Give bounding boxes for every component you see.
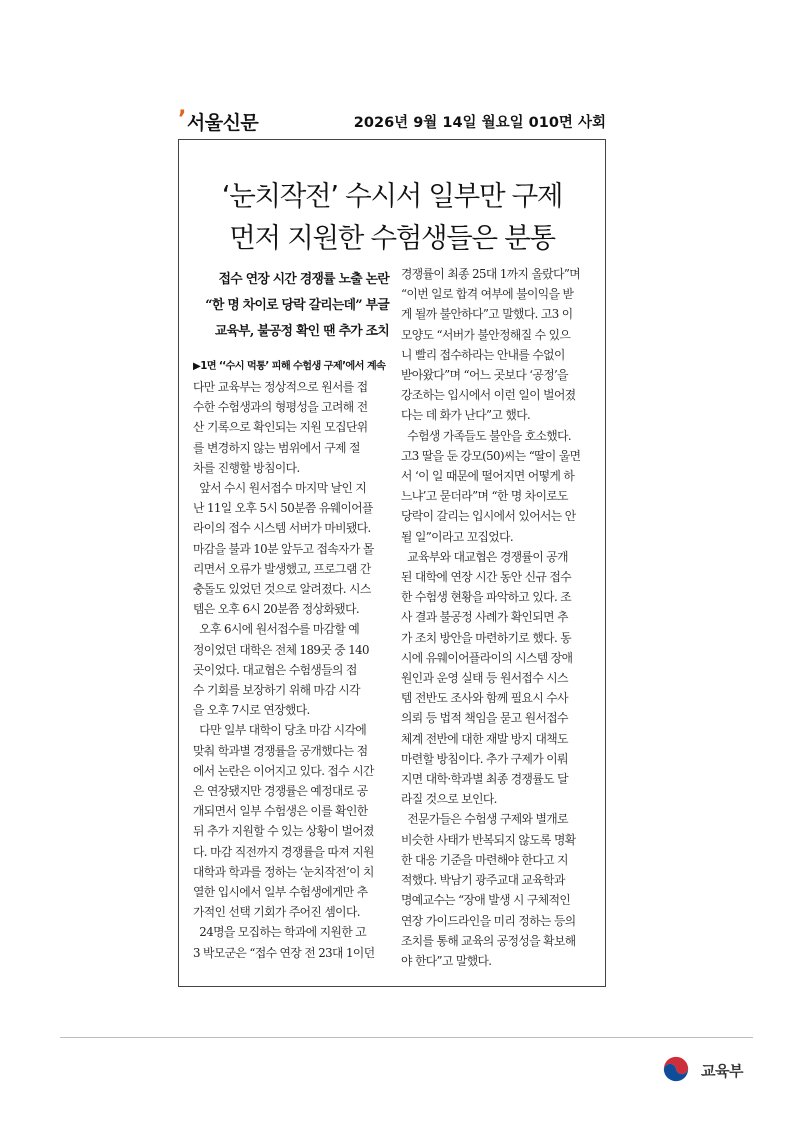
body-text-line: 열한 입시에서 일부 수험생에게만 추 [193,885,368,900]
body-text-line: 연장 가이드라인을 미리 정하는 등의 [401,913,576,928]
body-text-line: 체계 전반에 대한 재발 방지 대책도 [401,731,568,746]
body-text-line: 24명을 모집하는 학과에 지원한 고 [193,925,367,940]
body-text-line: 다만 일부 대학이 당초 마감 시각에 [193,723,367,738]
masthead [178,106,606,136]
body-text-line: 다는 데 화가 난다”고 했다. [401,408,531,423]
body-text-line: 의뢰 등 법적 책임을 묻고 원서접수 [401,711,568,726]
body-text-line: “이번 일로 합격 여부에 불이익을 받 [401,287,574,302]
body-text-line: 조치를 통해 교육의 공정성을 확보해 [401,933,576,948]
body-text-line: 교육부와 대교협은 경쟁률이 공개 [401,549,568,564]
body-text-line: 오후 6시에 원서접수를 마감할 예 [193,622,360,637]
body-text-line: 느냐’고 묻더라”며 “한 명 차이로도 [401,489,568,504]
body-text-line: 라질 것으로 보인다. [401,792,497,807]
ministry-logo [660,1050,760,1090]
body-text-line: 은 연장됐지만 경쟁률은 예정대로 공 [193,784,368,799]
body-text-line: 경쟁률이 최종 25대 1까지 올랐다”며 [401,267,581,281]
body-text-line: 3 박모군은 “접수 연장 전 23대 1이던 [193,945,375,960]
headline-line-1: ‘눈치작전’ 수시서 일부만 구제 [221,180,563,212]
body-text-line: 지면 대학·학과별 최종 경쟁률도 달 [401,772,568,787]
body-text-line: 곳이었다. 대교협은 수험생들의 접 [193,662,357,677]
article-column-right [401,264,597,971]
body-text-line: 당락이 갈리는 입시에서 있어서는 안 [401,509,576,524]
body-text-line: 될 일”이라고 꼬집었다. [401,529,514,544]
jump-note: ▶1면 ‘‘수시 먹통’ 피해 수험생 구제’에서 계속 [193,361,386,372]
subhead-2: “한 명 차이로 당락 갈리는데” 부글 [205,298,389,313]
body-text-line: 시에 유웨이어플라이의 시스템 장애 [401,650,573,665]
body-text-line: 을 오후 7시로 연장했다. [193,703,310,718]
body-text-line: 차를 진행할 방침이다. [193,460,300,475]
body-text-line: 충돌도 있었던 것으로 알려졌다. 시스 [193,582,371,597]
body-text-line: 가적인 선택 기회가 주어진 셈이다. [193,905,360,920]
body-text-line: 원인과 운영 실태 등 원서접수 시스 [401,671,568,686]
article-column-left [193,267,393,963]
body-text-line: 마감을 불과 10분 앞두고 접속자가 몰 [193,541,374,556]
body-text-line: 앞서 수시 원서접수 마지막 날인 지 [193,481,367,496]
body-text-line: 에서 논란은 이어지고 있다. 접수 시간 [193,763,374,778]
body-text-line: 받아왔다”며 “어느 곳보다 ‘공정’을 [401,368,568,383]
body-text-line: 대학과 학과를 정하는 ‘눈치작전’이 치 [193,864,374,879]
body-text-line: 수험생 가족들도 불안을 호소했다. [401,428,572,443]
body-text-line: 한 대응 기준을 마련해야 한다고 지 [401,852,568,867]
body-text-line: 비슷한 사태가 반복되지 않도록 명확 [401,832,576,847]
body-text-line: 가 조치 방안을 마련하기로 했다. 동 [401,630,572,645]
body-text-line: 된 대학에 연장 시간 동안 신규 접수 [401,570,572,585]
newspaper-name: 서울신문 [186,112,259,134]
dateline: 2026년 9월 14일 월요일 010면 사회 [353,115,606,131]
body-text-line: 야 한다”고 말했다. [401,953,492,968]
body-text-line: 서 ‘이 일 때문에 떨어지면 어떻게 하 [401,469,575,484]
body-text-line: 라이의 접수 시스템 서버가 마비됐다. [193,521,371,536]
body-text-line: 전문가들은 수험생 구제와 별개로 [401,812,568,827]
body-text-line: 템은 오후 6시 20분쯤 정상화됐다. [193,602,360,617]
logo-mark: ’ [178,107,186,132]
newspaper-logo [178,108,258,135]
body-text-line: 수 기회를 보장하기 위해 마감 시각 [193,683,360,698]
body-text-line: 마련할 방침이다. 추가 구제가 이뤄 [401,751,568,766]
body-text-line: 강조하는 입시에서 이런 일이 벌어졌 [401,388,576,403]
subhead-3: 교육부, 불공정 확인 땐 추가 조치 [214,324,389,339]
article-box [178,139,606,987]
body-text-line: 를 변경하지 않는 범위에서 구제 절 [193,440,360,455]
body-text-line: 사 결과 불공정 사례가 확인되면 추 [401,610,568,625]
body-text-line: 모양도 “서버가 불안정해질 수 있으 [401,327,571,342]
body-text-line: 수한 수험생과의 형평성을 고려해 전 [193,400,368,415]
body-text-line: 다. 마감 직전까지 경쟁률을 따져 지원 [193,844,374,859]
body-text-line: 다만 교육부는 정상적으로 원서를 접 [193,380,368,394]
body-text-line: 명예교수는 “장애 발생 시 구체적인 [401,893,571,908]
subhead-1: 접수 연장 시간 경쟁률 노출 논란 [218,272,389,287]
taegeuk-emblem-icon [660,1053,692,1085]
body-text-line: 뒤 추가 지원할 수 있는 상황이 벌어졌 [193,824,374,839]
body-text-line: 템 전반도 조사와 함께 필요시 수사 [401,691,568,706]
body-text-line: 고3 딸을 둔 강모(50)씨는 “딸이 울면 [401,448,581,463]
left-body-text [193,377,393,963]
body-text-line: 니 빨리 접수하라는 안내를 수없이 [401,347,565,362]
ministry-name: 교육부 [701,1062,743,1080]
body-text-line: 맞춰 학과별 경쟁률을 공개했다는 점 [193,743,368,758]
body-text-line: 한 수험생 현황을 파악하고 있다. 조 [401,590,572,605]
footer-divider [60,1037,753,1038]
body-text-line: 리면서 오류가 발생했고, 프로그램 간 [193,561,371,576]
body-text-line: 적했다. 박남기 광주교대 교육학과 [401,873,565,888]
body-text-line: 정이었던 대학은 전체 189곳 중 140 [193,642,369,657]
body-text-line: 난 11일 오후 5시 50분쯤 유웨이어플 [193,501,373,516]
body-text-line: 게 될까 불안하다”고 말했다. 고3 이 [401,307,573,322]
body-text-line: 개되면서 일부 수험생은 이를 확인한 [193,804,368,819]
headline-line-2: 먼저 지원한 수험생들은 분통 [229,222,555,254]
body-text-line: 산 기록으로 확인되는 지원 모집단위 [193,420,368,435]
